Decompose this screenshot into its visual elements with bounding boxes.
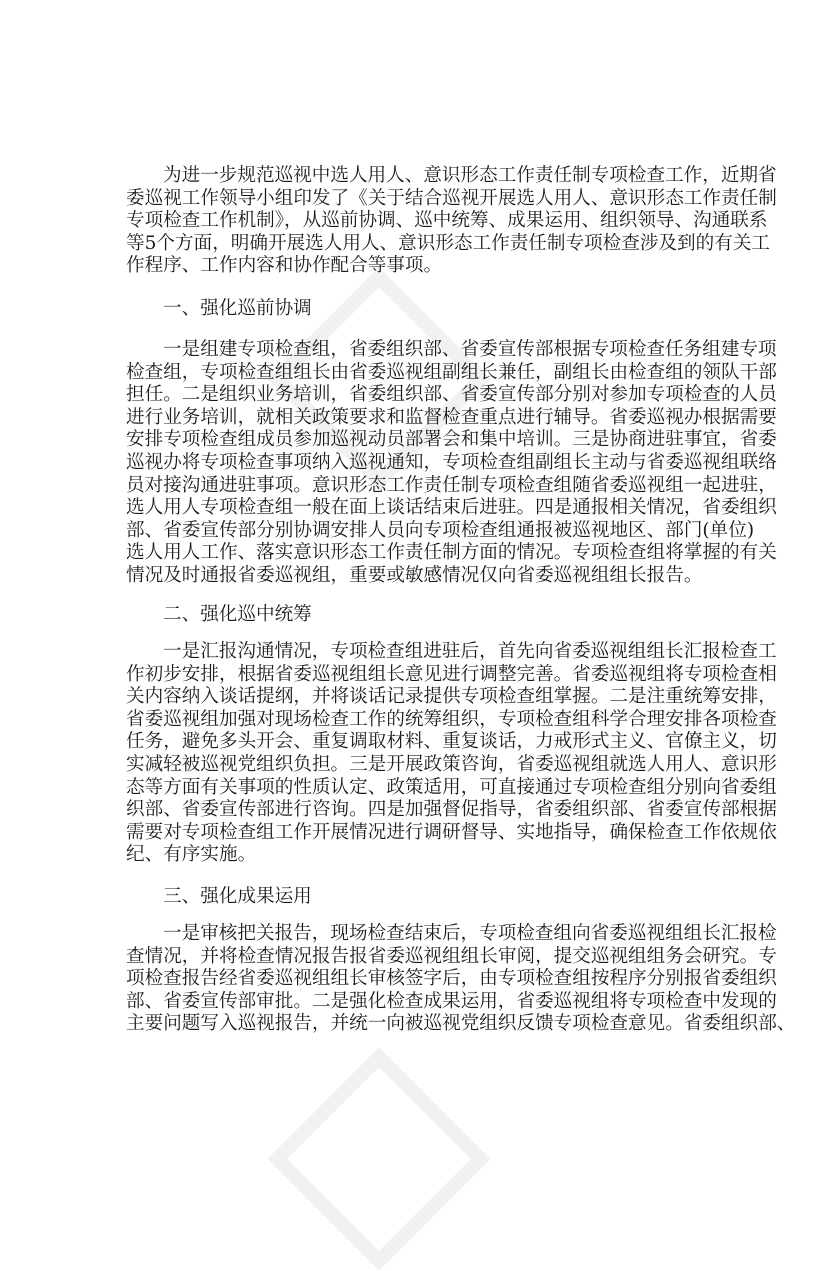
- text-line: 进行业务培训，就相关政策要求和监督检查重点进行辅导。省委巡视办根据需要: [126, 406, 777, 428]
- text-line: 实减轻被巡视党组织负担。三是开展政策咨询，省委巡视组就选人用人、意识形: [126, 753, 777, 775]
- text-line: 主要问题写入巡视报告，并统一向被巡视党组织反馈专项检查意见。省委组织部、: [126, 1013, 796, 1035]
- text-line: 作程序、工作内容和协作配合等事项。: [126, 255, 443, 277]
- section-heading-2: 二、强化巡中统筹: [163, 604, 312, 625]
- text-line: 织部、省委宣传部进行咨询。四是加强督促指导，省委组织部、省委宣传部根据: [126, 799, 777, 821]
- text-line: 专项检查工作机制》，从巡前协调、巡中统筹、成果运用、组织领导、沟通联系: [126, 210, 768, 232]
- paragraph-section2: [126, 641, 777, 867]
- text-line: 员对接沟通进驻事项。意识形态工作责任制专项检查组随省委巡视组一起进驻，: [126, 474, 777, 496]
- text-line: 选人用人专项检查组一般在面上谈话结束后进驻。四是通报相关情况，省委组织: [126, 497, 777, 519]
- watermark: [267, 1047, 490, 1270]
- text-line: 一是汇报沟通情况，专项检查组进驻后，首先向省委巡视组组长汇报检查工: [163, 641, 777, 662]
- text-line: 部、省委宣传部分别协调安排人员向专项检查组通报被巡视地区、部门(单位): [126, 519, 755, 541]
- text-line: 安排专项检查组成员参加巡视动员部署会和集中培训。三是协商进驻事宜，省委: [126, 429, 777, 451]
- paragraph-intro: [126, 165, 777, 278]
- text-line: 纪、有序实施。: [126, 844, 257, 866]
- section-heading-3: 三、强化成果运用: [163, 886, 312, 907]
- text-line: 等5个方面，明确开展选人用人、意识形态工作责任制专项检查涉及到的有关工: [126, 232, 771, 254]
- text-line: 选人用人工作、落实意识形态工作责任制方面的情况。专项检查组将掌握的有关: [126, 542, 777, 564]
- text-line: 担任。二是组织业务培训，省委组织部、省委宣传部分别对参加专项检查的人员: [126, 384, 777, 406]
- section-heading-1: 一、强化巡前协调: [163, 298, 312, 319]
- text-line: 查情况，并将检查情况报告报省委巡视组组长审阅，提交巡视组组务会研究。专: [126, 945, 777, 967]
- text-line: 作初步安排，根据省委巡视组组长意见进行调整完善。省委巡视组将专项检查相: [126, 663, 777, 685]
- text-line: 为进一步规范巡视中选人用人、意识形态工作责任制专项检查工作，近期省: [163, 165, 777, 186]
- text-line: 检查组，专项检查组组长由省委巡视组副组长兼任，副组长由检查组的领队干部: [126, 361, 777, 383]
- text-line: 态等方面有关事项的性质认定、政策适用，可直接通过专项检查组分别向省委组: [126, 776, 777, 798]
- text-line: 任务，避免多头开会、重复调取材料、重复谈话，力戒形式主义、官僚主义，切: [126, 731, 777, 753]
- text-line: 关内容纳入谈话提纲，并将谈话记录提供专项检查组掌握。二是注重统筹安排，: [126, 686, 777, 708]
- text-line: 情况及时通报省委巡视组，重要或敏感情况仅向省委巡视组组长报告。: [126, 564, 703, 586]
- text-line: 一是审核把关报告，现场检查结束后，专项检查组向省委巡视组组长汇报检: [163, 923, 777, 944]
- text-line: 委巡视工作领导小组印发了《关于结合巡视开展选人用人、意识形态工作责任制: [126, 187, 777, 209]
- text-line: 需要对专项检查组工作开展情况进行调研督导、实地指导，确保检查工作依规依: [126, 821, 777, 843]
- paragraph-section3: [126, 923, 796, 1036]
- text-line: 一是组建专项检查组，省委组织部、省委宣传部根据专项检查任务组建专项: [163, 339, 777, 360]
- text-line: 省委巡视组加强对现场检查工作的统筹组织，专项检查组科学合理安排各项检查: [126, 708, 777, 730]
- paragraph-section1: [126, 339, 777, 588]
- text-line: 项检查报告经省委巡视组组长审核签字后，由专项检查组按程序分别报省委组织: [126, 968, 777, 990]
- text-line: 部、省委宣传部审批。二是强化检查成果运用，省委巡视组将专项检查中发现的: [126, 990, 777, 1012]
- text-line: 巡视办将专项检查事项纳入巡视通知，专项检查组副组长主动与省委巡视组联络: [126, 451, 777, 473]
